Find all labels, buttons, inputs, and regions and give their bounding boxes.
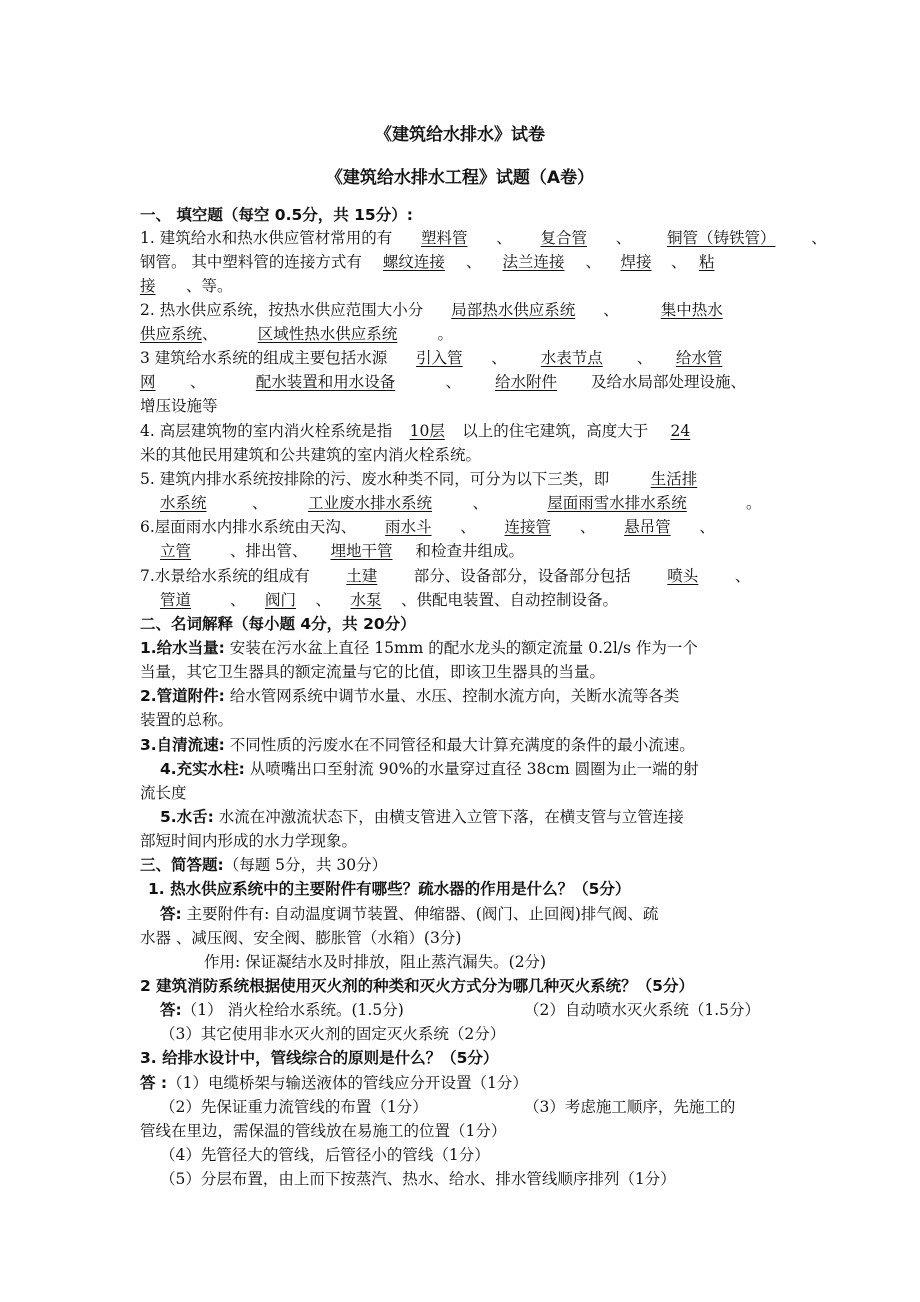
section-2-heading: 二、名词解释（每小题 4分，共 20分） xyxy=(140,615,416,633)
question-2-line-2: 供应系统、 区域性热水供应系统 。 xyxy=(140,322,820,346)
answer-blank: 引入管 xyxy=(416,349,463,367)
term-5-line-2: 部短时间内形成的水力学现象。 xyxy=(140,832,358,850)
question-6-line-2: 立管 、排出管、 埋地干管 和检查井组成。 xyxy=(160,539,840,563)
question-4-line-1: 4. 高层建筑物的室内消火栓系统是指 10层 以上的住宅建筑，高度大于 24 xyxy=(140,419,820,443)
short-question-3: 3. 给排水设计中，管线综合的原则是什么？（5分） xyxy=(140,1049,499,1067)
answer-blank: 供应系统 xyxy=(140,325,203,343)
short-question-2: 2 建筑消防系统根据使用灭火剂的种类和灭火方式分为哪几种灭火系统？（5分） xyxy=(140,977,694,995)
question-1-line-3: 接 、等。 xyxy=(140,274,820,298)
term-4-line-1: 4.充实水柱: 从喷嘴出口至射流 90%的水量穿过直径 38cm 圆圈为止一端的射 xyxy=(160,760,699,778)
short-question-1: 1. 热水供应系统中的主要附件有哪些？疏水器的作用是什么？（5分） xyxy=(148,880,631,898)
answer-blank: 24 xyxy=(670,422,691,440)
answer-blank: 法兰连接 xyxy=(502,253,565,271)
answer-blank: 局部热水供应系统 xyxy=(451,301,576,319)
answer-label: 答: xyxy=(160,905,182,923)
answer-blank: 屋面雨雪水排水系统 xyxy=(547,494,687,512)
question-1-line-2: 钢管。 其中塑料管的连接方式有 螺纹连接 、 法兰连接 、 焊接 、 粘 xyxy=(140,250,820,274)
question-7-line-1: 7.水景给水系统的组成有 土建 部分、设备部分，设备部分包括 喷头 、 xyxy=(140,564,820,588)
answer-1-line-3: 作用: 保证凝结水及时排放，阻止蒸汽漏失。(2分) xyxy=(204,953,547,971)
term-1-line-2: 当量，其它卫生器具的额定流量与它的比值，即该卫生器具的当量。 xyxy=(140,663,606,681)
answer-blank: 配水装置和用水设备 xyxy=(255,373,396,391)
answer-blank: 焊接 xyxy=(620,253,652,271)
answer-blank: 立管 xyxy=(160,542,192,560)
term-label: 2.管道附件: xyxy=(140,687,225,705)
term-2-line-1: 2.管道附件: 给水管网系统中调节水量、水压、控制水流方向，关断水流等各类 xyxy=(140,687,680,705)
answer-blank: 接 xyxy=(140,277,156,295)
answer-2-line-1: 答:（1） 消火栓给水系统。(1.5分) （2）自动喷水灭火系统（1.5分） xyxy=(160,1001,761,1019)
answer-blank: 喷头 xyxy=(667,567,699,585)
answer-blank: 粘 xyxy=(698,253,715,271)
term-4-line-2: 流长度 xyxy=(140,784,187,802)
question-3-line-2: 网 、 配水装置和用水设备 、 给水附件 及给水局部处理设施、 xyxy=(140,370,820,394)
answer-label: 答: xyxy=(160,1001,182,1019)
question-4-line-2: 米的其他民用建筑和公共建筑的室内消火栓系统。 xyxy=(140,446,482,464)
answer-blank: 管道 xyxy=(160,591,192,609)
answer-blank: 连接管 xyxy=(504,518,552,536)
answer-blank: 区域性热水供应系统 xyxy=(257,325,398,343)
term-2-line-2: 装置的总称。 xyxy=(140,711,234,729)
answer-3-line-4: （4）先管径大的管线，后管径小的管线（1分） xyxy=(160,1146,490,1164)
term-label: 4.充实水柱: xyxy=(160,760,245,778)
answer-1-line-2: 水器 、减压阀、安全阀、膨胀管（水箱）(3分) xyxy=(140,929,462,947)
answer-blank: 埋地干管 xyxy=(330,542,393,560)
answer-3-line-5: （5）分层布置，由上而下按蒸汽、热水、给水、排水管线顺序排列（1分） xyxy=(160,1170,676,1188)
question-7-line-2: 管道 、 阀门 、 水泵 、供配电装置、自动控制设备。 xyxy=(160,588,840,612)
answer-blank: 10层 xyxy=(409,422,445,440)
question-3-line-3: 增压设施等 xyxy=(140,397,218,415)
answer-blank: 螺纹连接 xyxy=(382,253,445,271)
question-5-line-1: 5. 建筑内排水系统按排除的污、废水种类不同，可分为以下三类，即 生活排 xyxy=(140,467,820,491)
term-label: 1.给水当量: xyxy=(140,639,225,657)
answer-blank: 给水管 xyxy=(675,349,723,367)
term-3-line-1: 3.自清流速: 不同性质的污废水在不同管径和最大计算充满度的条件的最小流速。 xyxy=(140,736,695,754)
answer-blank: 水表节点 xyxy=(540,349,603,367)
answer-blank: 水泵 xyxy=(350,591,382,609)
answer-blank: 网 xyxy=(140,373,156,391)
question-2-line-1: 2. 热水供应系统，按热水供应范围大小分 局部热水供应系统 、 集中热水 xyxy=(140,298,820,322)
question-5-line-2: 水系统 、 工业废水排水系统 、 屋面雨雪水排水系统 。 xyxy=(160,491,840,515)
answer-blank: 给水附件 xyxy=(495,373,558,391)
answer-blank: 阀门 xyxy=(265,591,297,609)
document-subtitle: 《建筑给水排水工程》试题（A卷） xyxy=(325,168,595,188)
answer-blank: 悬吊管 xyxy=(624,518,671,536)
answer-blank: 土建 xyxy=(346,567,378,585)
answer-2-line-2: （3）其它使用非水灭火剂的固定灭火系统（2分） xyxy=(160,1025,506,1043)
question-1-line-1: 1. 建筑给水和热水供应管材常用的有 塑料管 、 复合管 、 铜管（铸铁管） 、 xyxy=(140,226,820,250)
answer-blank: 塑料管 xyxy=(420,229,468,247)
answer-blank: 水系统 xyxy=(160,494,207,512)
question-3-line-1: 3 建筑给水系统的组成主要包括水源 引入管 、 水表节点 、 给水管 xyxy=(140,346,820,370)
term-label: 5.水舌: xyxy=(160,808,214,826)
answer-1-line-1: 答: 主要附件有: 自动温度调节装置、伸缩器、(阀门、止回阀)排气阀、疏 xyxy=(160,905,659,923)
term-5-line-1: 5.水舌: 水流在冲激流状态下，由横支管进入立管下落，在横支管与立管连接 xyxy=(160,808,684,826)
question-6-line-1: 6.屋面雨水内排水系统由天沟、 雨水斗 、 连接管 、 悬吊管 、 xyxy=(140,515,820,539)
term-label: 3.自清流速: xyxy=(140,736,225,754)
answer-label: 答 : xyxy=(140,1074,168,1092)
answer-blank: 铜管（铸铁管） xyxy=(666,229,776,247)
answer-blank: 生活排 xyxy=(650,470,698,488)
term-1-line-1: 1.给水当量: 安装在污水盆上直径 15mm 的配水龙头的额定流量 0.2l/s 作为一个 xyxy=(140,639,698,657)
answer-3-line-3: 管线在里边，需保温的管线放在易施工的位置（1分） xyxy=(140,1122,507,1140)
document-title: 《建筑给水排水》试卷 xyxy=(375,125,545,145)
section-1-heading: 一、 填空题（每空 0.5分，共 15分）: xyxy=(140,206,413,224)
answer-blank: 雨水斗 xyxy=(385,518,432,536)
answer-3-line-2: （2）先保证重力流管线的布置（1分） （3）考虑施工顺序，先施工的 xyxy=(160,1098,736,1116)
answer-3-line-1: 答 :（1）电缆桥架与输送液体的管线应分开设置（1分） xyxy=(140,1074,528,1092)
answer-blank: 集中热水 xyxy=(660,301,723,319)
answer-blank: 复合管 xyxy=(540,229,587,247)
answer-blank: 工业废水排水系统 xyxy=(308,494,433,512)
section-3-heading: 三、简答题:（每题 5分，共 30分） xyxy=(140,856,388,874)
